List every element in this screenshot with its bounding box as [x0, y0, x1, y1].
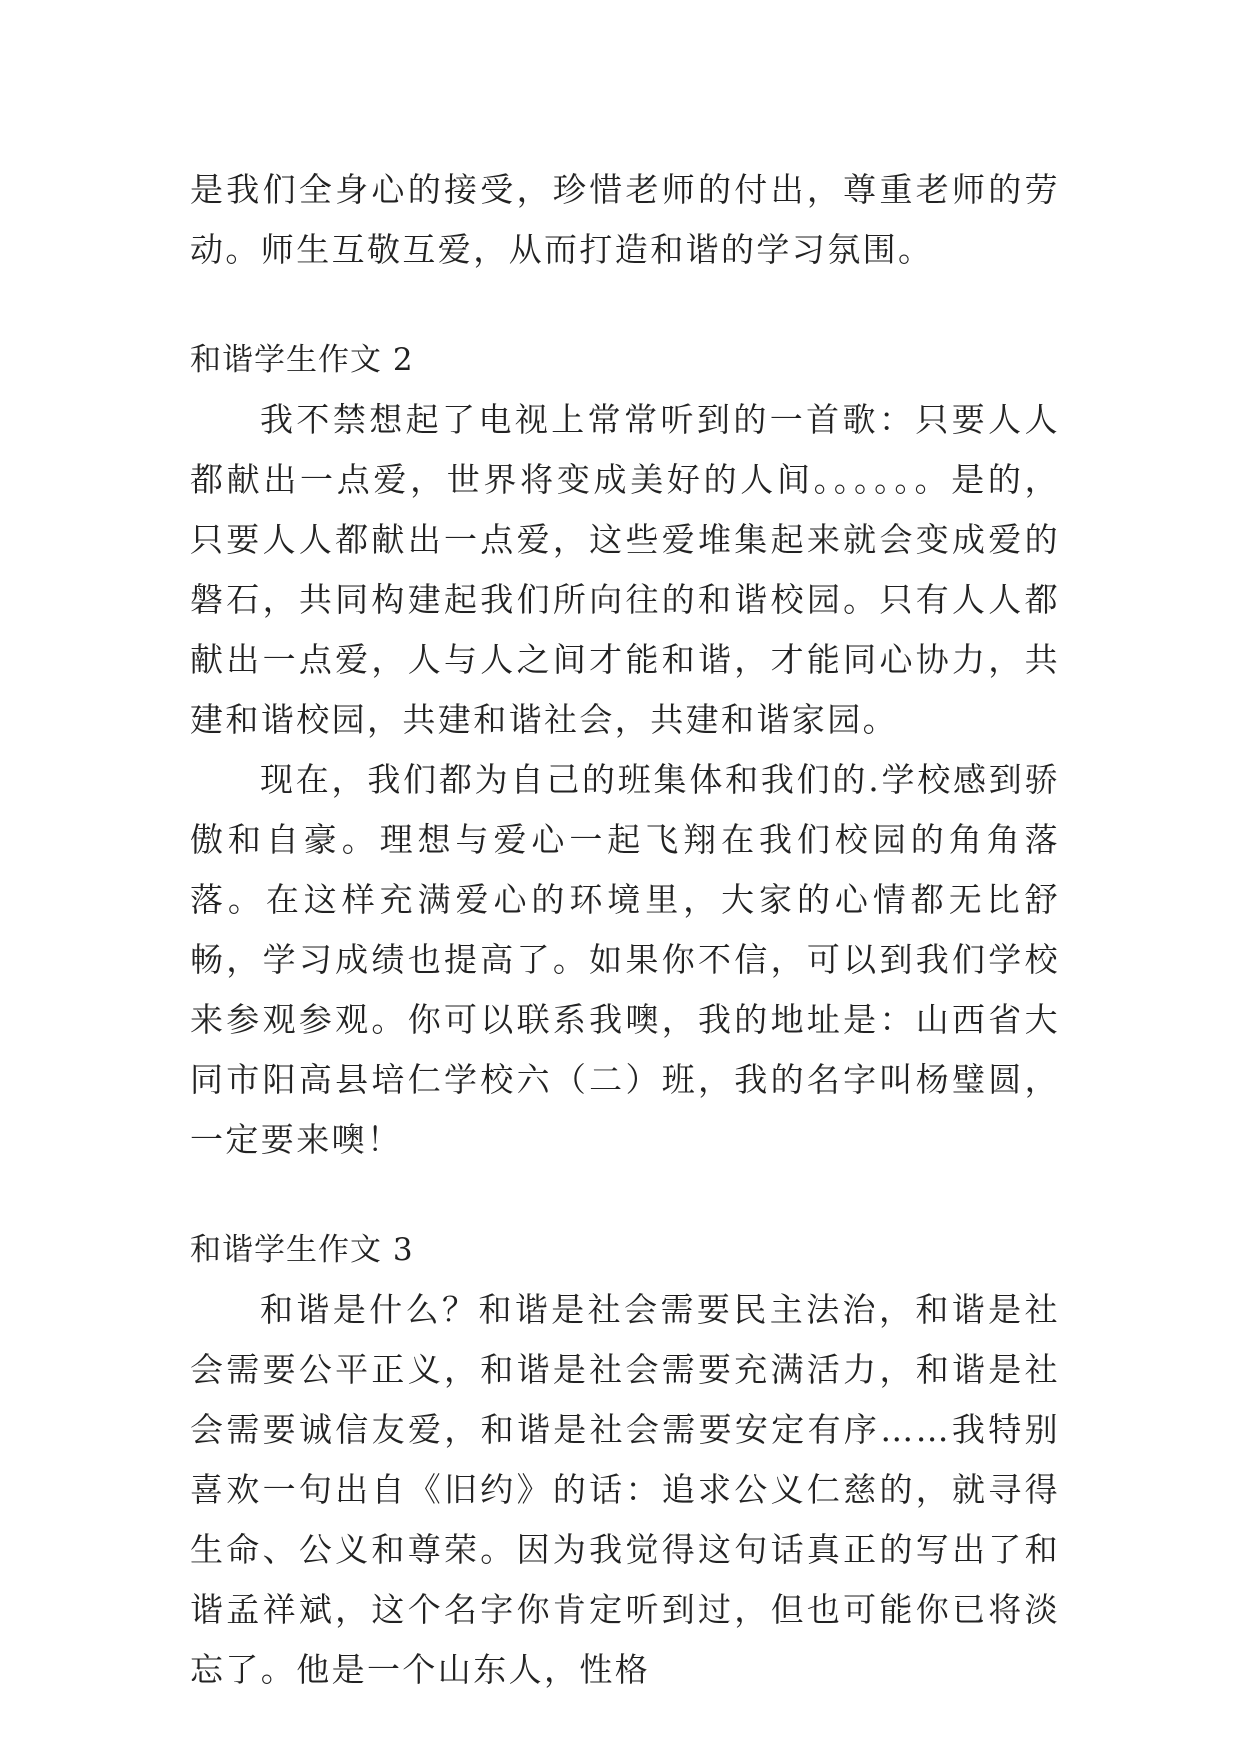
section-2-heading: 和谐学生作文 2: [190, 342, 414, 378]
document-body: [190, 160, 1060, 1700]
section-3-heading: 和谐学生作文 3: [190, 1232, 414, 1268]
section-3-paragraph-1: 和谐是什么？和谐是社会需要民主法治，和谐是社会需要公平正义，和谐是社会需要充满活力，和谐是社会需要诚信友爱，和谐是社会需要安定有序……我特别喜欢一句出自《旧约》的话：追求公义仁慈的，就寻得生命、公义和尊荣。因为我觉得这句话真正的写出了和谐孟祥斌，这个名字你肯定听到过，但也可能你已将淡忘了。他是一个山东人，性格: [190, 1290, 1060, 1689]
section-2-paragraph-1: 我不禁想起了电视上常常听到的一首歌：只要人人都献出一点爱，世界将变成美好的人间。。。。。。是的，只要人人都献出一点爱，这些爱堆集起来就会变成爱的磐石，共同构建起我们所向往的和谐校园。只有人人都献出一点爱，人与人之间才能和谐，才能同心协力，共建和谐校园，共建和谐社会，共建和谐家园。: [190, 400, 1060, 739]
section-spacer: [190, 1170, 1060, 1220]
section-2-paragraph-2: 现在，我们都为自己的班集体和我们的.学校感到骄傲和自豪。理想与爱心一起飞翔在我们校园的角角落落。在这样充满爱心的环境里，大家的心情都无比舒畅，学习成绩也提高了。如果你不信，可以到我们学校来参观参观。你可以联系我噢，我的地址是：山西省大同市阳高县培仁学校六（二）班，我的名字叫杨璧圆，一定要来噢！: [190, 760, 1060, 1159]
intro-continuation-paragraph: 是我们全身心的接受，珍惜老师的付出，尊重老师的劳动。师生互敬互爱，从而打造和谐的学习氛围。: [190, 170, 1060, 269]
section-spacer: [190, 280, 1060, 330]
